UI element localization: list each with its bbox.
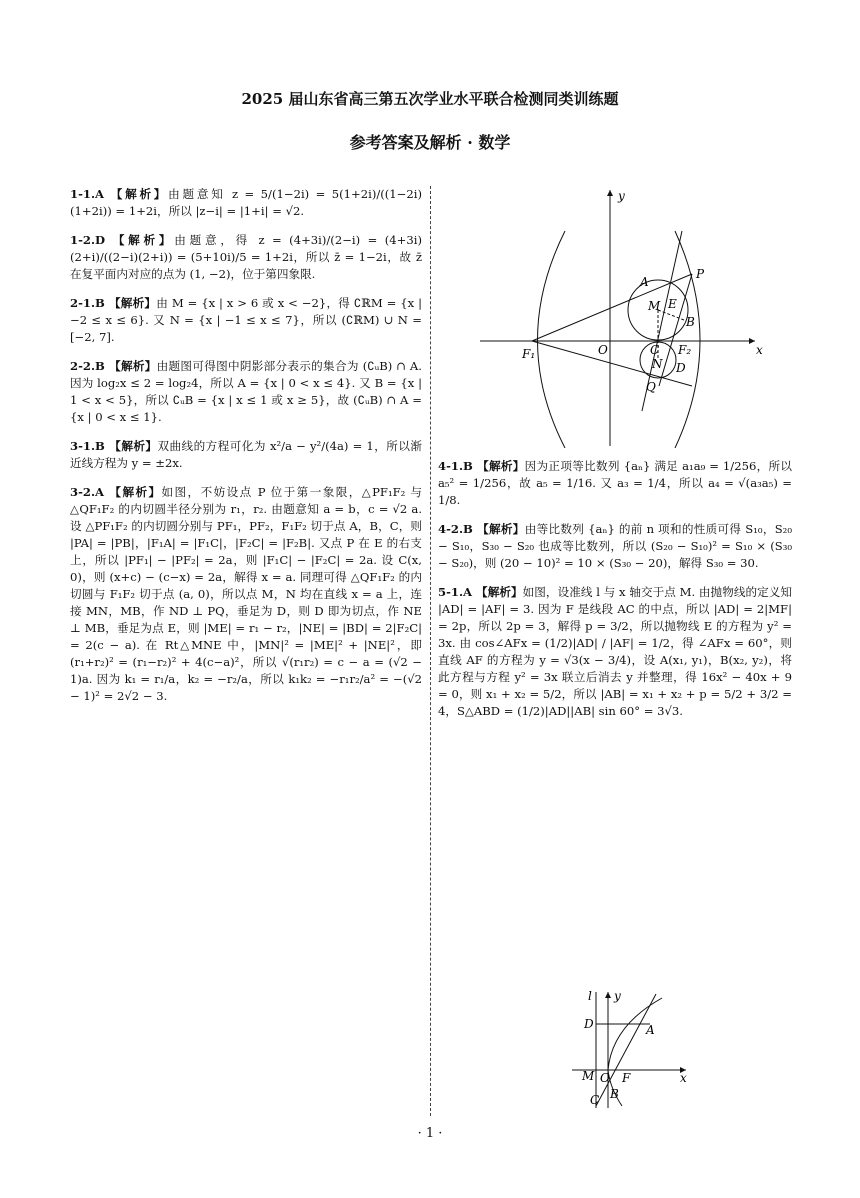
label-x: x	[756, 343, 763, 357]
answer-item	[438, 584, 792, 720]
answer-label: 2-1.B 【解析】	[70, 296, 157, 310]
label-F2: F₂	[678, 343, 692, 357]
answer-label: 4-1.B 【解析】	[438, 459, 525, 473]
label-M: M	[582, 1069, 595, 1083]
answer-text: 因为正项等比数列 {aₙ} 满足 a₁a₉ = 1/256，所以 a₅² = 1/256，故 a₅ = 1/16. 又 a₃ = 1/4，所以 a₄ = √(a₃a₅) = 1/8.	[438, 459, 792, 507]
answer-label: 1-1.A 【解析】	[70, 187, 169, 201]
label-y: y	[614, 989, 621, 1003]
parabola-figure	[552, 988, 692, 1110]
answer-item	[70, 186, 422, 220]
label-D: D	[584, 1017, 594, 1031]
column-divider	[430, 186, 431, 1116]
label-P: P	[696, 267, 705, 281]
right-column	[438, 458, 792, 732]
answer-text: 由等比数列 {aₙ} 的前 n 项和的性质可得 S₁₀，S₂₀ − S₁₀，S₃₀ − S₂₀ 也成等比数列，所以 (S₂₀ − S₁₀)² = S₁₀ × (S₃₀ − S₂₀)，则 (20 − 10)² = 10 × (S₃₀ − 20)，解得 S₃₀ = 30.	[438, 522, 792, 570]
answer-text: 双曲线的方程可化为 x²/a − y²/(4a) = 1，所以渐近线方程为 y = ±2x.	[70, 439, 422, 470]
label-l: l	[588, 989, 592, 1003]
answer-item	[70, 358, 422, 426]
answer-label: 5-1.A 【解析】	[438, 585, 523, 599]
answer-label: 3-2.A 【解析】	[70, 485, 162, 499]
answer-label: 1-2.D 【解析】	[70, 233, 175, 247]
page-title: 2025 届山东省高三第五次学业水平联合检测同类训练题	[241, 90, 619, 108]
answer-item	[70, 484, 422, 705]
answer-text: 如图，设准线 l 与 x 轴交于点 M. 由抛物线的定义知 |AD| = |AF| = 3. 因为 F 是线段 AC 的中点，所以 |AD| = 2|MF| = 2p，所以 2p = 3，解得 p = 3/2，所以抛物线 E 的方程为 y² = 3x. 由 cos∠AFx = (1/2)|AD| / |AF| = 1/2，得 ∠AFx = 60°，则直线 AF 的方程为 y = √3(x − 3/4)，设 A(x₁, y₁)，B(x₂, y₂)，将此方程与方程 y² = 3x 联立后消去 y 并整理，得 16x² − 40x + 9 = 0，则 x₁ + x₂ = 5/2，所以 |AB| = x₁ + x₂ + p = 5/2 + 3/2 = 4，S△ABD = (1/2)|AD||AB| sin 60° = 3√3.	[438, 585, 793, 718]
label-x: x	[680, 1071, 687, 1085]
label-N: N	[652, 357, 663, 371]
label-C: C	[590, 1093, 600, 1107]
label-O: O	[598, 343, 608, 357]
page-number: · 1 ·	[417, 1126, 443, 1141]
label-C: C	[650, 343, 660, 357]
answer-item	[70, 295, 422, 346]
answer-label: 4-2.B 【解析】	[438, 522, 525, 536]
answer-text: 如图，不妨设点 P 位于第一象限，△PF₁F₂ 与 △QF₁F₂ 的内切圆半径分别为 r₁，r₂. 由题意知 a = b，c = √2 a. 设 △PF₁F₂ 的内切圆分别与 PF₁，PF₂，F₁F₂ 切于点 A，B，C，则 |PA| = |PB|，|F₁A| = |F₁C|，|F₂C| = |F₂B|. 又点 P 在 E 的右支上，所以 |PF₁| − |PF₂| = 2a，则 |F₁C| − |F₂C| = 2a. 设 C(x, 0)，则 (x+c) − (c−x) = 2a，解得 x = a. 同理可得 △QF₁F₂ 的内切圆与 F₁F₂ 切于点 (a, 0)，所以点 M，N 均在直线 x = a 上，连接 MN，MB，作 ND ⊥ PQ，垂足为 D，则 D 即为切点，作 NE ⊥ MB，垂足为点 E，则 |ME| = r₁ − r₂，|NE| = |BD| = 2|F₂C| = 2(c − a). 在 Rt△MNE 中，|MN|² = |ME|² + |NE|²，即 (r₁+r₂)² = (r₁−r₂)² + 4(c−a)²，所以 √(r₁r₂) = c − a = (√2 − 1)a. 因为 k₁ = r₁/a，k₂ = −r₂/a，所以 k₁k₂ = −r₁r₂/a² = −(√2 − 1)² = 2√2 − 3.	[70, 485, 422, 703]
label-A: A	[640, 275, 649, 289]
answer-item	[70, 232, 422, 283]
answer-text: 由 M = {x | x > 6 或 x < −2}，得 ∁ℝM = {x | −2 ≤ x ≤ 6}. 又 N = {x | −1 ≤ x ≤ 7}，所以 (∁ℝM) ∪ N = [−2, 7].	[70, 296, 422, 344]
label-Q: Q	[646, 380, 656, 394]
label-B: B	[686, 315, 695, 329]
answer-text: 由题图可得图中阴影部分表示的集合为 (∁ᵤB) ∩ A. 因为 log₂x ≤ 2 = log₂4，所以 A = {x | 0 < x ≤ 4}. 又 B = {x | 1 < x < 5}，所以 ∁ᵤB = {x | x ≤ 1 或 x ≥ 5}，故 (∁ᵤB) ∩ A = {x | 0 < x ≤ 1}.	[70, 359, 422, 424]
answer-item	[70, 438, 422, 472]
label-M: M	[648, 299, 661, 313]
label-F1: F₁	[522, 347, 536, 361]
answer-label: 2-2.B 【解析】	[70, 359, 157, 373]
hyperbola-figure	[470, 186, 770, 448]
label-y: y	[618, 189, 625, 203]
label-F: F	[622, 1071, 631, 1085]
page-subtitle: 参考答案及解析 · 数学	[349, 133, 511, 152]
label-E: E	[668, 297, 677, 311]
left-column	[70, 186, 422, 717]
label-D: D	[676, 361, 686, 375]
label-A: A	[646, 1023, 655, 1037]
label-B: B	[610, 1087, 619, 1101]
label-O: O	[600, 1071, 610, 1085]
answer-item	[438, 458, 792, 509]
answer-text: 由题意，得 z = (4+3i)/(2−i) = (4+3i)(2+i)/((2−i)(2+i)) = (5+10i)/5 = 1+2i，所以 z̄ = 1−2i，故 z̄ 在复平面内对应的点为 (1, −2)，位于第四象限.	[70, 233, 422, 281]
answer-label: 3-1.B 【解析】	[70, 439, 158, 453]
answer-text: 由题意知 z = 5/(1−2i) = 5(1+2i)/((1−2i)(1+2i)) = 1+2i，所以 |z−i| = |1+i| = √2.	[70, 187, 423, 218]
answer-item	[438, 521, 792, 572]
